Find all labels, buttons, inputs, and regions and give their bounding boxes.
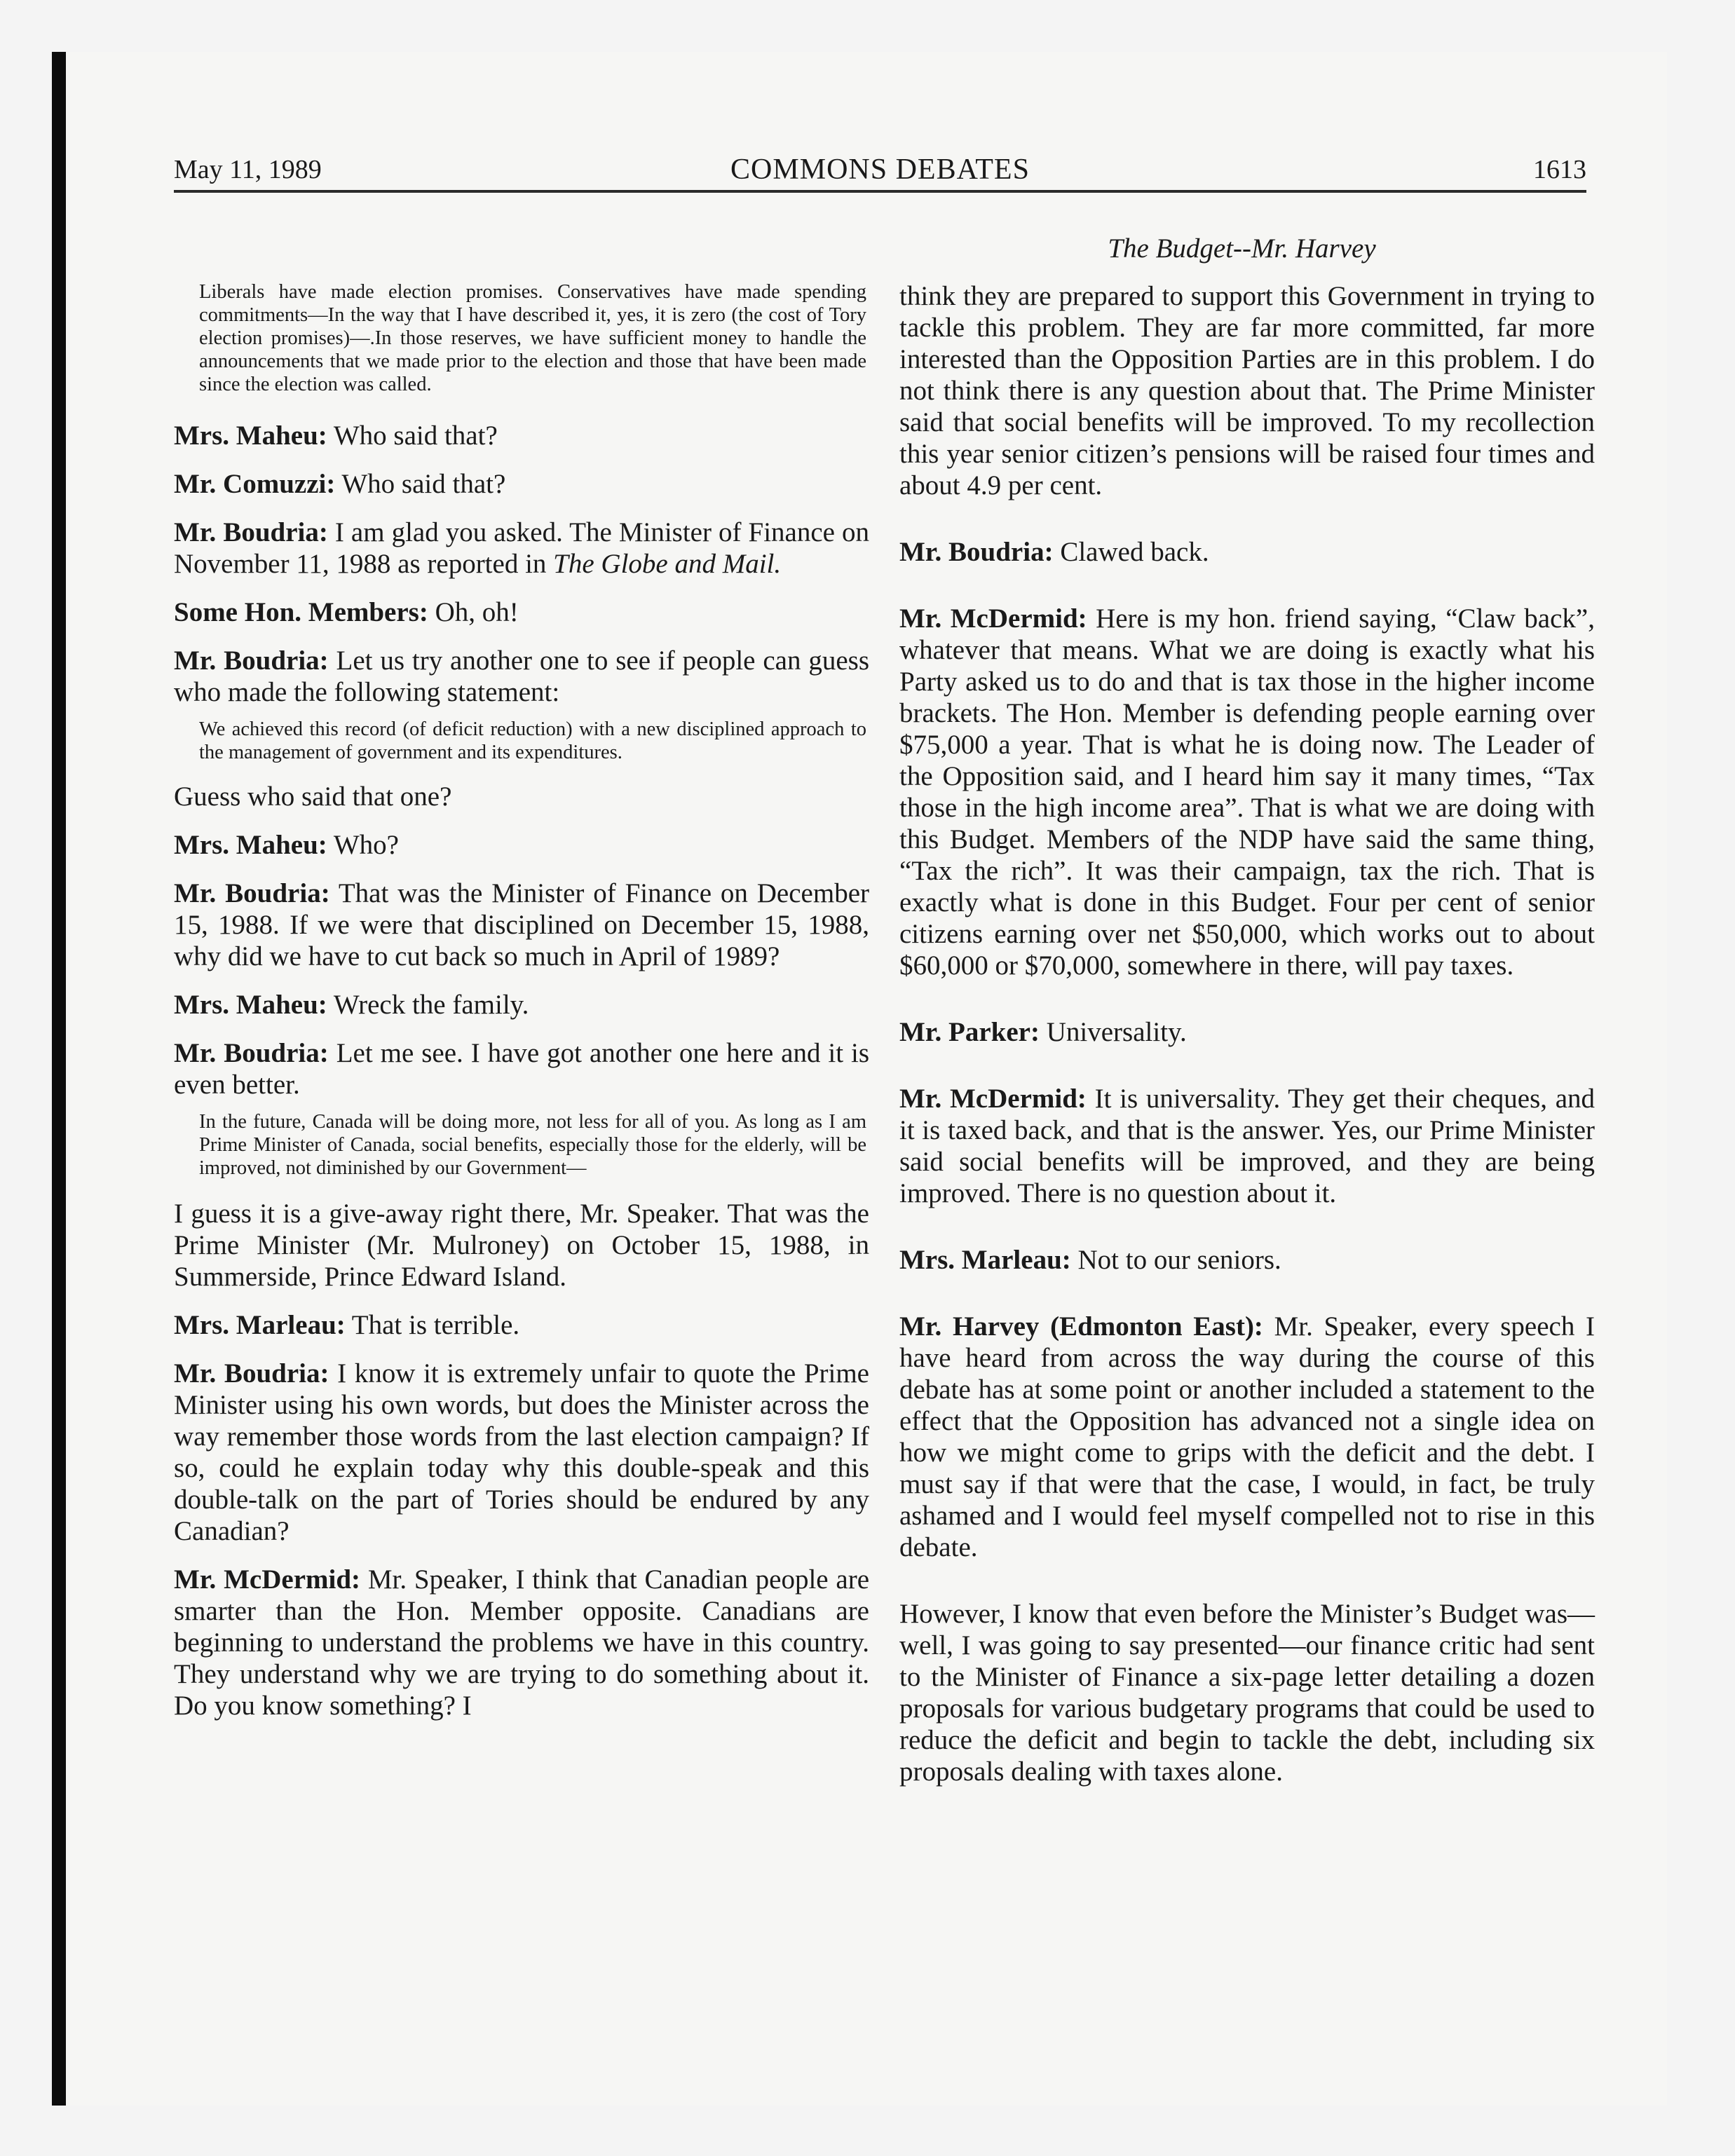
speech-paragraph: Mr. Boudria: Clawed back.	[899, 537, 1209, 567]
quote-block: We achieved this record (of deficit reduction) with a new disciplined approach to the management of government and its expenditures.	[199, 718, 866, 763]
speaker-name: Mr. Boudria:	[174, 646, 329, 676]
speech-paragraph: Mrs. Maheu: Who said that?	[174, 421, 498, 451]
speech-paragraph: Mr. McDermid: Mr. Speaker, I think that Canadian people are smarter than the Hon. Member opposite. Canadians are beginning to understand the problems we have in this country. They understand why we are trying to do something about it. Do you know something? I	[174, 1564, 870, 1721]
speech-paragraph: Mr. McDermid: Here is my hon. friend saying, “Claw back”, whatever that means. What we are doing is exactly what his Party asked us to do and that is tax those in the higher income brackets. The Hon. Member is defending people earning over $75,000 a year. That is what he is doing now. The Leader of the Opposition said, and I heard him say it many times, “Tax those in the high income area”. That is what we are doing with this Budget. Members of the NDP have said the same thing, “Tax the rich”. It was their campaign, tax the rich. That is exactly what is done in this Budget. Four per cent of senior citizens earning over net $50,000, which works out to about $60,000 or $70,000, somewhere in there, will pay taxes.	[899, 603, 1595, 981]
speaker-name: Mr. Boudria:	[174, 1358, 329, 1389]
speaker-name: Mrs. Marleau:	[899, 1245, 1071, 1275]
speaker-name: Mr. Parker:	[899, 1017, 1040, 1047]
speaker-name: Some Hon. Members:	[174, 597, 428, 627]
speech-paragraph: Mr. Boudria: I know it is extremely unfair to quote the Prime Minister using his own words, but does the Minister across the way remember those words from the last election campaign? If so, could he explain today why this double-speak and this double-talk on the part of Tories should be endured by any Canadian?	[174, 1358, 869, 1546]
speaker-name: Mr. Comuzzi:	[174, 469, 336, 499]
speaker-name: Mr. McDermid:	[899, 603, 1087, 634]
left-column	[174, 280, 869, 1721]
quote-block: Liberals have made election promises. Conservatives have made spending commitments—In the way that I have described it, yes, it is zero (the cost of Tory election promises)—.In those reserves, we have sufficient money to handle the announcements that we made prior to the election and those that have been made since the election was called.	[199, 281, 866, 395]
speaker-name: Mr. Harvey (Edmonton East):	[899, 1311, 1263, 1342]
speaker-name: Mr. McDermid:	[174, 1564, 361, 1595]
speech-paragraph: think they are prepared to support this Government in trying to tackle this problem. They are far more committed, far more interested than the Opposition Parties are in this problem. I do not think there is any question about that. The Prime Minister said that social benefits will be improved. To my recollection this year senior citizen’s pensions will be raised four times and about 4.9 per cent.	[899, 281, 1595, 500]
speaker-name: Mr. Boudria:	[174, 878, 330, 908]
quote-block: In the future, Canada will be doing more, not less for all of you. As long as I am Prime Minister of Canada, social benefits, especially those for the elderly, will be improved, not diminished by our Government—	[199, 1111, 866, 1179]
speaker-name: Mr. Boudria:	[174, 1038, 329, 1068]
header-rule	[174, 190, 1586, 193]
speech-paragraph: However, I know that even before the Minister’s Budget was—well, I was going to say presented—our finance critic had sent to the Minister of Finance a six-page letter detailing a dozen proposals for various budgetary programs that could be used to reduce the deficit and begin to tackle the debt, including six proposals dealing with taxes alone.	[899, 1599, 1595, 1787]
speaker-name: Mrs. Maheu:	[174, 990, 327, 1020]
right-column	[899, 280, 1595, 1787]
speech-paragraph: Some Hon. Members: Oh, oh!	[174, 597, 519, 627]
speech-paragraph: Mr. McDermid: It is universality. They get their cheques, and it is taxed back, and that is the answer. Yes, our Prime Minister said social benefits will be improved, and they are being improved. There is no question about it.	[899, 1084, 1595, 1208]
speech-paragraph: Mr. Harvey (Edmonton East): Mr. Speaker, every speech I have heard from across the way during the course of this debate has at some point or another included a statement to the effect that the Opposition has advanced not a single idea on how we might come to grips with the deficit and the debt. I must say if that were that the case, I would, in fact, be truly ashamed and I would feel myself compelled not to rise in this debate.	[899, 1311, 1595, 1562]
running-head: The Budget--Mr. Harvey	[1108, 233, 1376, 264]
speech-paragraph: Mrs. Maheu: Who?	[174, 830, 399, 860]
speaker-name: Mrs. Marleau:	[174, 1310, 346, 1340]
speech-paragraph: I guess it is a give-away right there, Mr. Speaker. That was the Prime Minister (Mr. Mulroney) on October 15, 1988, in Summerside, Prince Edward Island.	[174, 1199, 869, 1292]
publication-title: The Globe and Mail.	[553, 549, 782, 579]
speaker-name: Mr. Boudria:	[899, 537, 1054, 567]
speech-paragraph: Mr. Boudria: Let us try another one to see if people can guess who made the following statement:	[174, 646, 869, 707]
speech-paragraph: Mr. Parker: Universality.	[899, 1017, 1187, 1047]
speaker-name: Mrs. Maheu:	[174, 830, 327, 860]
speech-paragraph: Mr. Boudria: Let me see. I have got another one here and it is even better.	[174, 1038, 870, 1100]
header-page-number: 1613	[1533, 155, 1586, 184]
header-title: COMMONS DEBATES	[730, 153, 1030, 186]
scan-edge-bar	[52, 52, 66, 2106]
speech-paragraph: Mrs. Marleau: That is terrible.	[174, 1310, 520, 1340]
speech-paragraph: Mr. Boudria: That was the Minister of Finance on December 15, 1988. If we were that disciplined on December 15, 1988, why did we have to cut back so much in April of 1989?	[174, 878, 869, 971]
speaker-name: Mr. McDermid:	[899, 1084, 1087, 1114]
speech-paragraph: Mrs. Maheu: Wreck the family.	[174, 990, 529, 1020]
page-header	[174, 151, 1586, 186]
header-date: May 11, 1989	[174, 155, 322, 184]
speaker-name: Mr. Boudria:	[174, 517, 328, 547]
speaker-name: Mrs. Maheu:	[174, 421, 327, 451]
speech-paragraph: Mr. Boudria: I am glad you asked. The Minister of Finance on November 11, 1988 as reported in The Globe and Mail.	[174, 517, 870, 579]
speech-paragraph: Guess who said that one?	[174, 782, 452, 812]
speech-paragraph: Mr. Comuzzi: Who said that?	[174, 469, 506, 499]
speech-paragraph: Mrs. Marleau: Not to our seniors.	[899, 1245, 1281, 1275]
